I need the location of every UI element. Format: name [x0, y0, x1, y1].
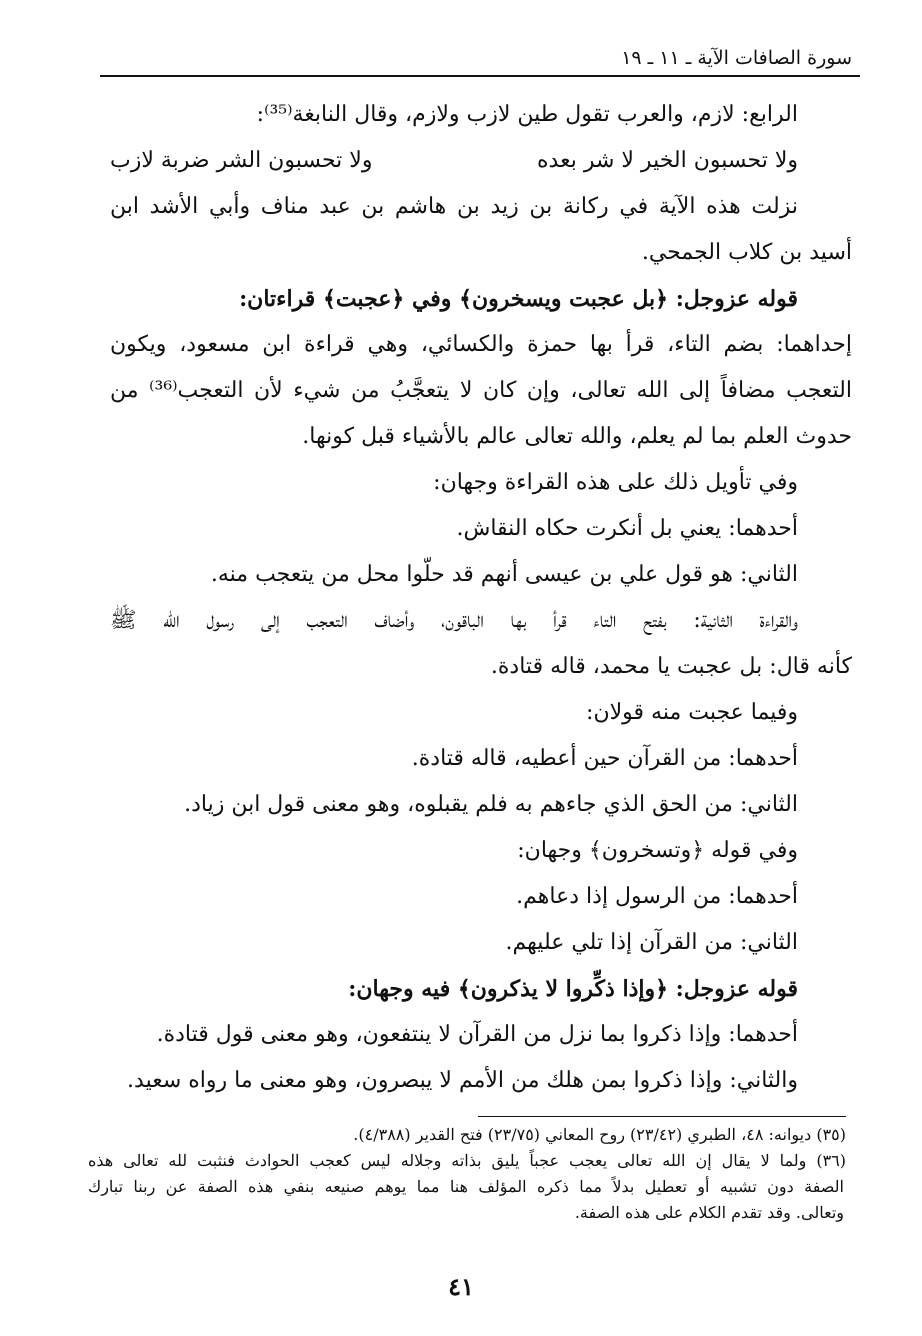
- text-line: التعجب مضافاً إلى الله تعالى، وإن كان لا يتعجَّبُ من شيء لأن التعجب⁽³⁶⁾ من: [110, 378, 852, 403]
- text-line: أحدهما: من القرآن حين أعطيه، قاله قتادة.: [411, 746, 798, 771]
- footnote-36-continued: الصفة دون تشبيه أو تعطيل بدلاً مما ذكره المؤلف هنا مما يوهم صنيعه بنفي هذه الصفة عن ربنا تبارك: [88, 1177, 844, 1196]
- text-line: قوله عزوجل: ﴿وإذا ذكِّروا لا يذكرون﴾ فيه وجهان:: [348, 976, 798, 1002]
- running-header: سورة الصافات الآية ـ ١١ ـ ١٩: [621, 47, 852, 69]
- header-rule: [100, 75, 860, 77]
- text-line: أحدهما: يعني بل أنكرت حكاه النقاش.: [456, 516, 798, 541]
- text-line: الثاني: من الحق الذي جاءهم به فلم يقبلوه، وهو معنى قول ابن زياد.: [184, 792, 798, 817]
- text-line: والثاني: وإذا ذكروا بمن هلك من الأمم لا يبصرون، وهو معنى ما رواه سعيد.: [127, 1068, 798, 1093]
- text-line: الثاني: من القرآن إذا تلي عليهم.: [505, 930, 798, 955]
- text-line: كأنه قال: بل عجبت يا محمد، قاله قتادة.: [490, 654, 852, 679]
- footnote-36: (٣٦) ولما لا يقال إن الله تعالى يعجب عجباً يليق بذاته وجلاله ليس كعجب الحوادث فنثبت لله تعالى هذه: [88, 1151, 846, 1170]
- text-line: أحدهما: من الرسول إذا دعاهم.: [516, 884, 798, 909]
- poetry-verse: [110, 138, 852, 184]
- text-line: نزلت هذه الآية في ركانة بن زيد بن هاشم بن عبد مناف وأبي الأشد ابن: [110, 194, 798, 219]
- main-text: [110, 92, 852, 1104]
- footnote-36-continued: وتعالى. وقد تقدم الكلام على هذه الصفة.: [574, 1203, 844, 1222]
- text-line: الرابع: لازم، والعرب تقول طين لازب ولازم، وقال النابغة⁽³⁵⁾:: [256, 102, 798, 127]
- text-line: أحدهما: وإذا ذكروا بما نزل من القرآن لا ينتفعون، وهو معنى قول قتادة.: [156, 1022, 798, 1047]
- footnote-35: (٣٥) ديوانه: ٤٨، الطبري (٢٣/٤٢) روح المعاني (٢٣/٧٥) فتح القدير (٤/٣٨٨).: [353, 1125, 846, 1144]
- text-line: وفيما عجبت منه قولان:: [586, 700, 798, 725]
- text-line: وفي قوله ﴿وتسخرون﴾ وجهان:: [517, 838, 798, 863]
- page-number: ٤١: [448, 1272, 474, 1301]
- footnotes: [88, 1122, 846, 1226]
- text-line: وفي تأويل ذلك على هذه القراءة وجهان:: [433, 470, 798, 495]
- text-line: قوله عزوجل: ﴿بل عجبت ويسخرون﴾ وفي ﴿عجبت﴾ قراءتان:: [239, 286, 798, 312]
- text-line: الثاني: هو قول علي بن عيسى أنهم قد حلّوا محل من يتعجب منه.: [210, 562, 798, 587]
- text-line: أسيد بن كلاب الجمحي.: [641, 240, 852, 265]
- footnote-rule: [478, 1116, 846, 1117]
- text-line: إحداهما: بضم التاء، قرأ بها حمزة والكسائي، وهي قراءة ابن مسعود، ويكون: [110, 332, 852, 357]
- text-line: حدوث العلم بما لم يعلم، والله تعالى عالم بالأشياء قبل كونها.: [302, 424, 852, 449]
- text-line: والقراءة الثانية: بفتح التاء قرأ بها الباقون، وأضاف التعجب إلى رسول الله ﷺ: [110, 608, 798, 633]
- second-hemistich: ولا تحسبون الشر ضربة لازب: [110, 148, 373, 173]
- first-hemistich: ولا تحسبون الخير لا شر بعده: [537, 148, 798, 173]
